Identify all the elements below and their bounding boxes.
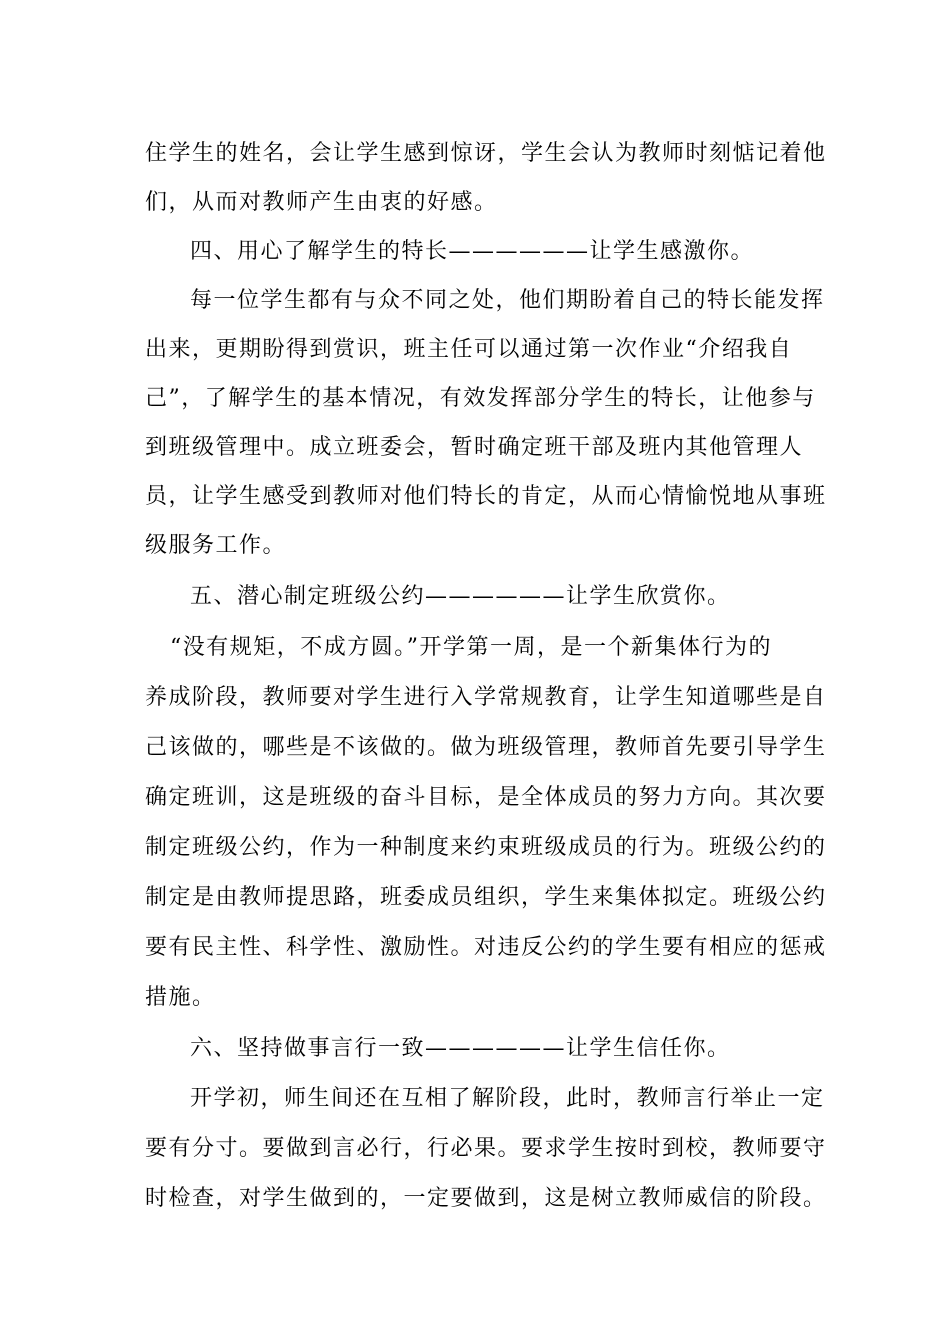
text-line: 养成阶段，教师要对学生进行入学常规教育，让学生知道哪些是自 <box>145 685 827 710</box>
section-heading: 五、潜心制定班级公约——————让学生欣赏你。 <box>190 584 731 609</box>
text-line: 们，从而对教师产生由衷的好感。 <box>145 190 498 215</box>
text-line: 确定班训，这是班级的奋斗目标，是全体成员的努力方向。其次要 <box>145 785 827 810</box>
text-line: 住学生的姓名，会让学生感到惊讶，学生会认为教师时刻惦记着他 <box>145 141 827 166</box>
text-line: 开学初，师生间还在互相了解阶段，此时，教师言行举止一定 <box>190 1086 825 1111</box>
text-line: “没有规矩，不成方圆。”开学第一周，是一个新集体行为的 <box>170 635 772 660</box>
text-line: 出来，更期盼得到赏识，班主任可以通过第一次作业“介绍我自 <box>145 337 793 362</box>
text-line: 要有分寸。要做到言必行，行必果。要求学生按时到校，教师要守 <box>145 1136 827 1161</box>
section-heading: 四、用心了解学生的特长——————让学生感激你。 <box>190 239 755 264</box>
text-line: 每一位学生都有与众不同之处，他们期盼着自己的特长能发挥 <box>190 288 825 313</box>
text-line: 时检查，对学生做到的，一定要做到，这是树立教师威信的阶段。 <box>145 1186 827 1211</box>
text-line: 到班级管理中。成立班委会，暂时确定班干部及班内其他管理人 <box>145 435 804 460</box>
text-line: 己”，了解学生的基本情况，有效发挥部分学生的特长，让他参与 <box>145 386 816 411</box>
section-heading: 六、坚持做事言行一致——————让学生信任你。 <box>190 1036 731 1061</box>
text-line: 制定班级公约，作为一种制度来约束班级成员的行为。班级公约的 <box>145 835 827 860</box>
text-line: 级服务工作。 <box>145 533 287 558</box>
text-line: 己该做的，哪些是不该做的。做为班级管理，教师首先要引导学生 <box>145 735 827 760</box>
text-line: 要有民主性、科学性、激励性。对违反公约的学生要有相应的惩戒 <box>145 935 827 960</box>
text-line: 员，让学生感受到教师对他们特长的肯定，从而心情愉悦地从事班 <box>145 484 827 509</box>
text-line: 制定是由教师提思路，班委成员组织，学生来集体拟定。班级公约 <box>145 885 827 910</box>
text-line: 措施。 <box>145 985 216 1010</box>
